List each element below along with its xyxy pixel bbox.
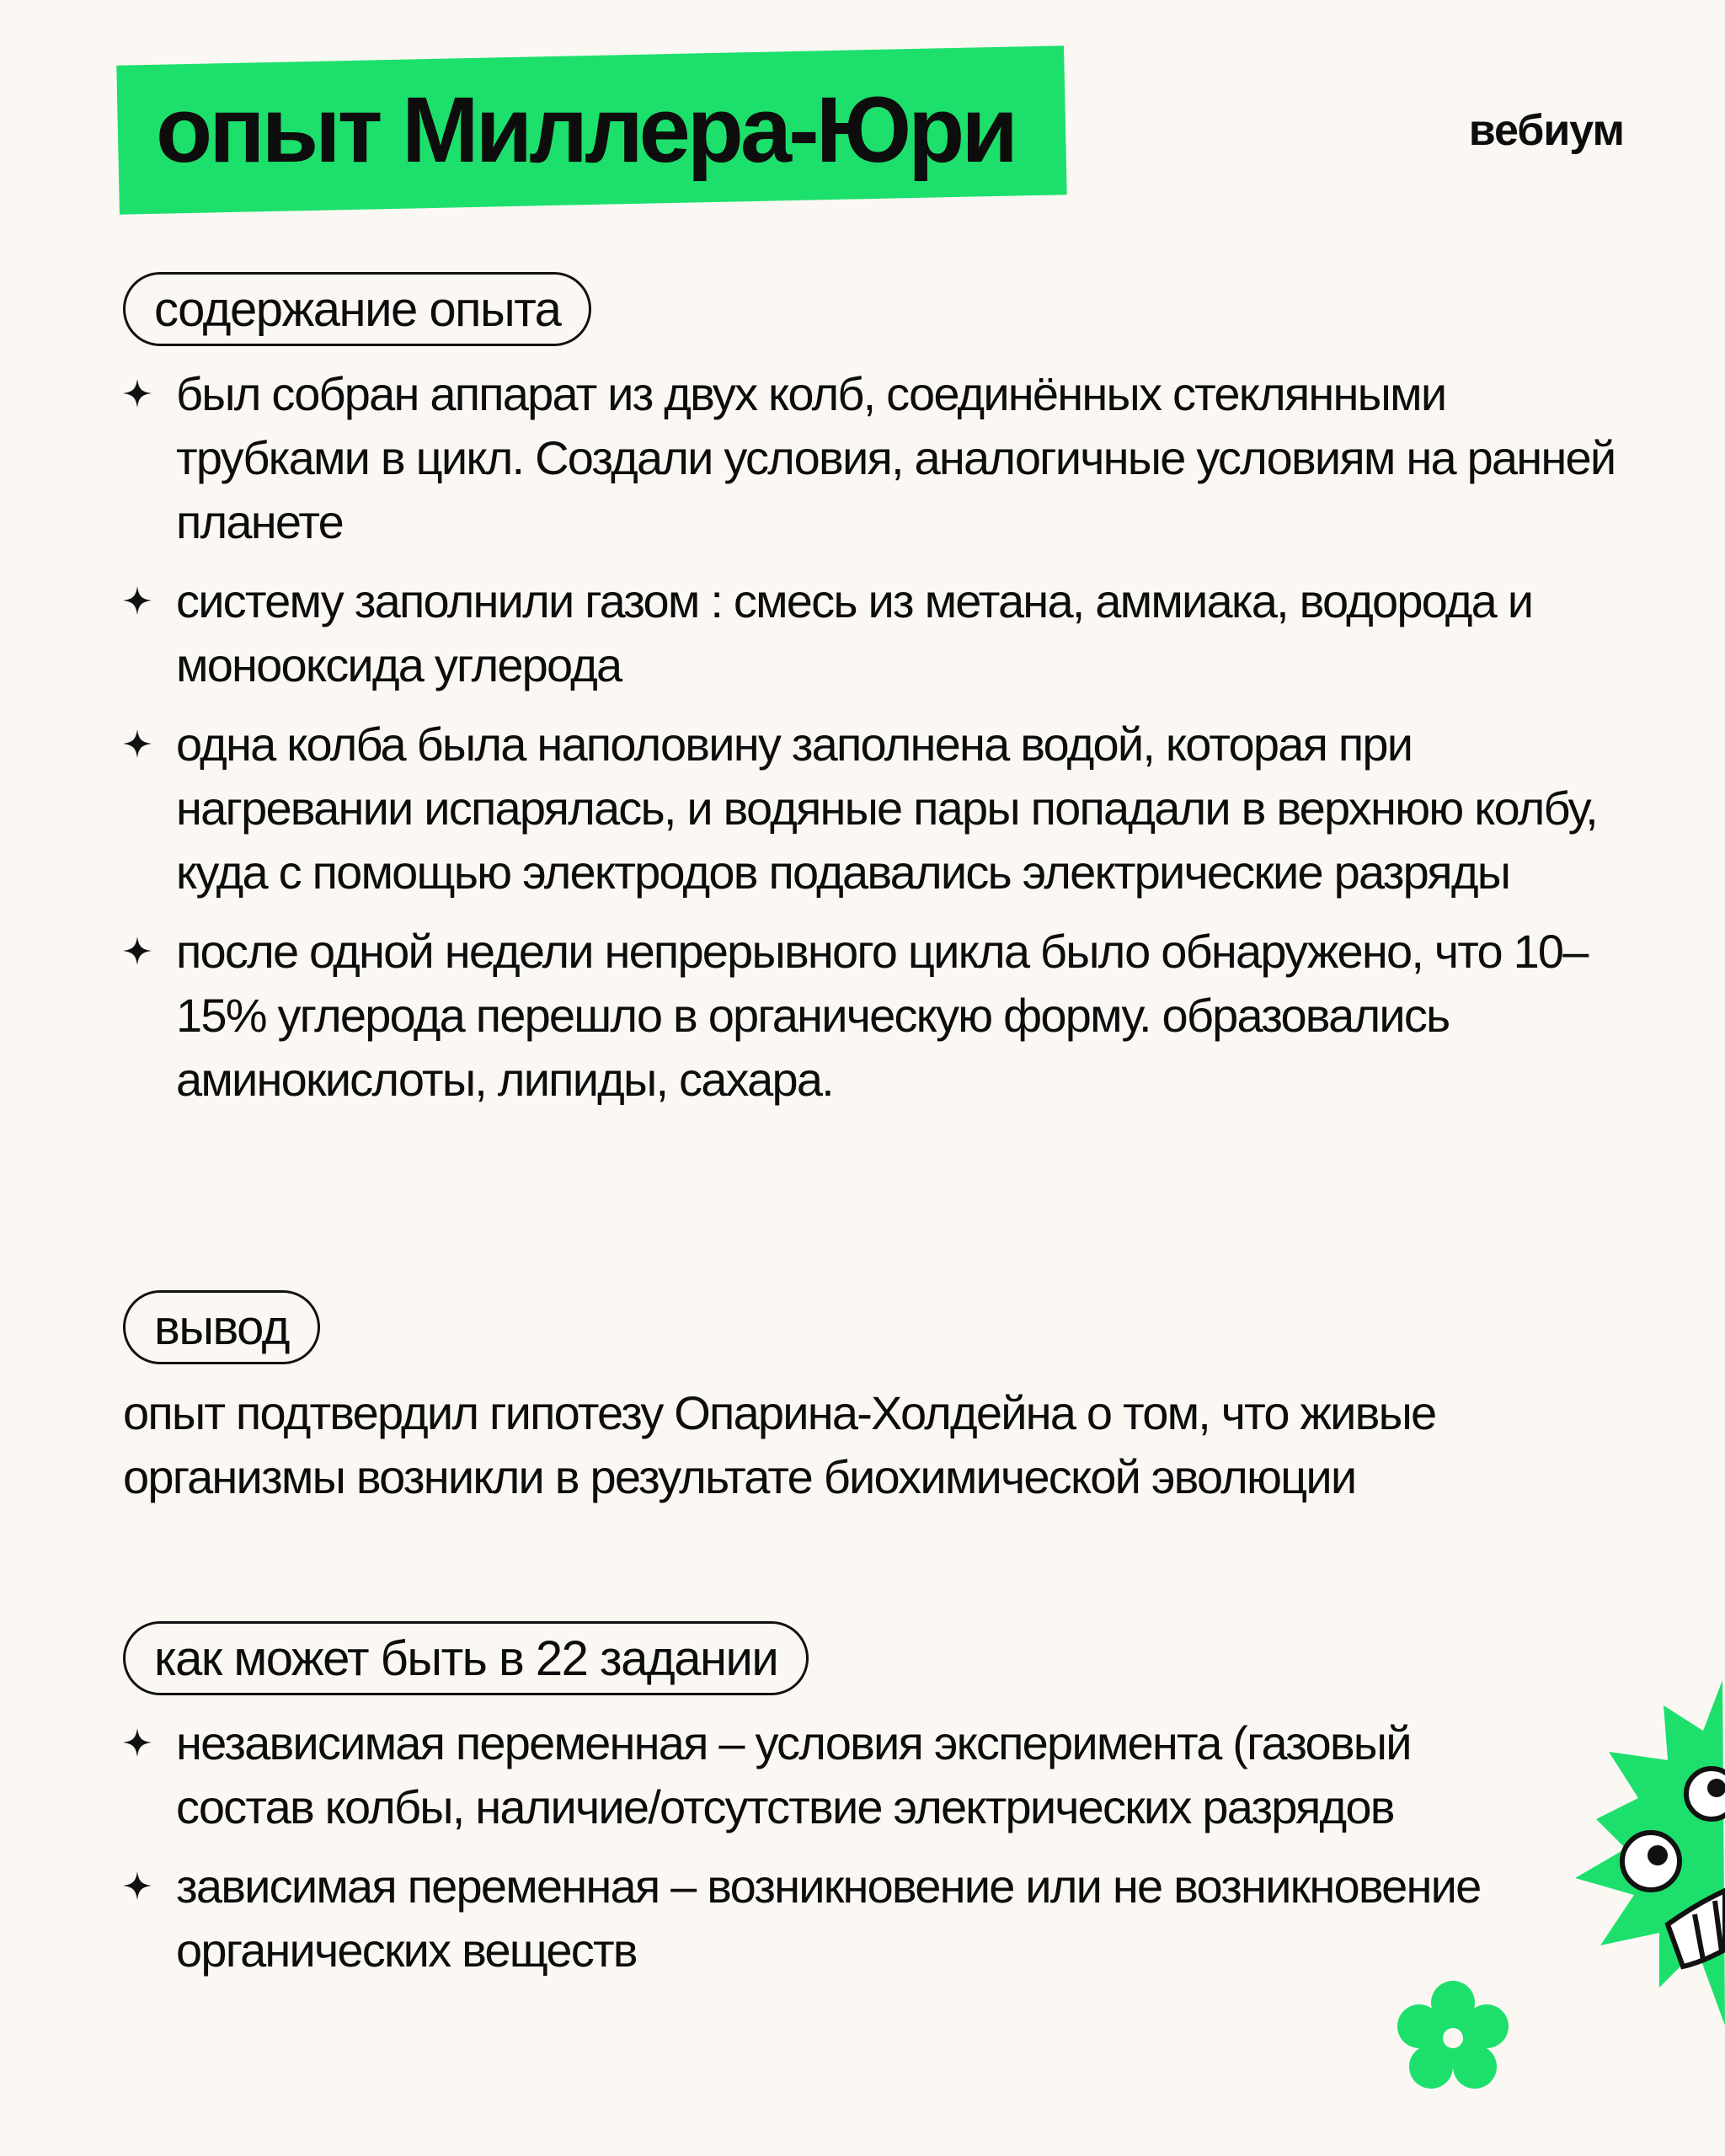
list-item xyxy=(123,712,1622,905)
task22-list xyxy=(123,1711,1487,1998)
conclusion-text: опыт подтвердил гипотезу Опарина-Холдейна о том, что живые организмы возникли в результате биохимической эволюции xyxy=(123,1386,1436,1503)
sparkle-icon xyxy=(123,1728,152,1757)
list-item-text: независимая переменная – условия эксперимента (газовый состав колбы, наличие/отсутствие электрических разрядов xyxy=(176,1716,1411,1833)
list-item xyxy=(123,1711,1487,1839)
sparkle-icon xyxy=(123,1871,152,1900)
list-item-text: одна колба была наполовину заполнена водой, которая при нагревании испарялась, и водяные пары попадали в верхнюю колбу, куда с помощью электродов подавались электрические разряды xyxy=(176,718,1597,899)
sparkle-icon xyxy=(123,586,152,615)
flower-icon xyxy=(1394,1979,1512,2097)
list-item xyxy=(123,920,1622,1112)
mascot-icon xyxy=(1516,1680,1725,2025)
section-label-conclusion: вывод xyxy=(123,1290,320,1364)
list-item-text: после одной недели непрерывного цикла было обнаружено, что 10–15% углерода перешло в органическую форму. образовались аминокислоты, липиды, сахара. xyxy=(176,925,1588,1106)
list-item-text: был собран аппарат из двух колб, соединённых стеклянными трубками в цикл. Создали условия, аналогичные условиям на ранней планете xyxy=(176,367,1616,548)
sparkle-icon xyxy=(123,937,152,965)
brand-logo-text: вебиум xyxy=(1468,106,1624,155)
section-label-task22: как может быть в 22 задании xyxy=(123,1621,809,1695)
sparkle-icon xyxy=(123,379,152,408)
list-item-text: зависимая переменная – возникновение или не возникновение органических веществ xyxy=(176,1860,1481,1977)
section-label-content: содержание опыта xyxy=(123,272,591,346)
sparkle-icon xyxy=(123,729,152,758)
list-item xyxy=(123,362,1622,554)
list-item xyxy=(123,569,1622,697)
page-title: опыт Миллера-Юри xyxy=(156,78,1015,182)
content-list xyxy=(123,362,1622,1127)
list-item xyxy=(123,1854,1487,1983)
list-item-text: систему заполнили газом : смесь из метана, аммиака, водорода и монооксида углерода xyxy=(176,574,1533,691)
